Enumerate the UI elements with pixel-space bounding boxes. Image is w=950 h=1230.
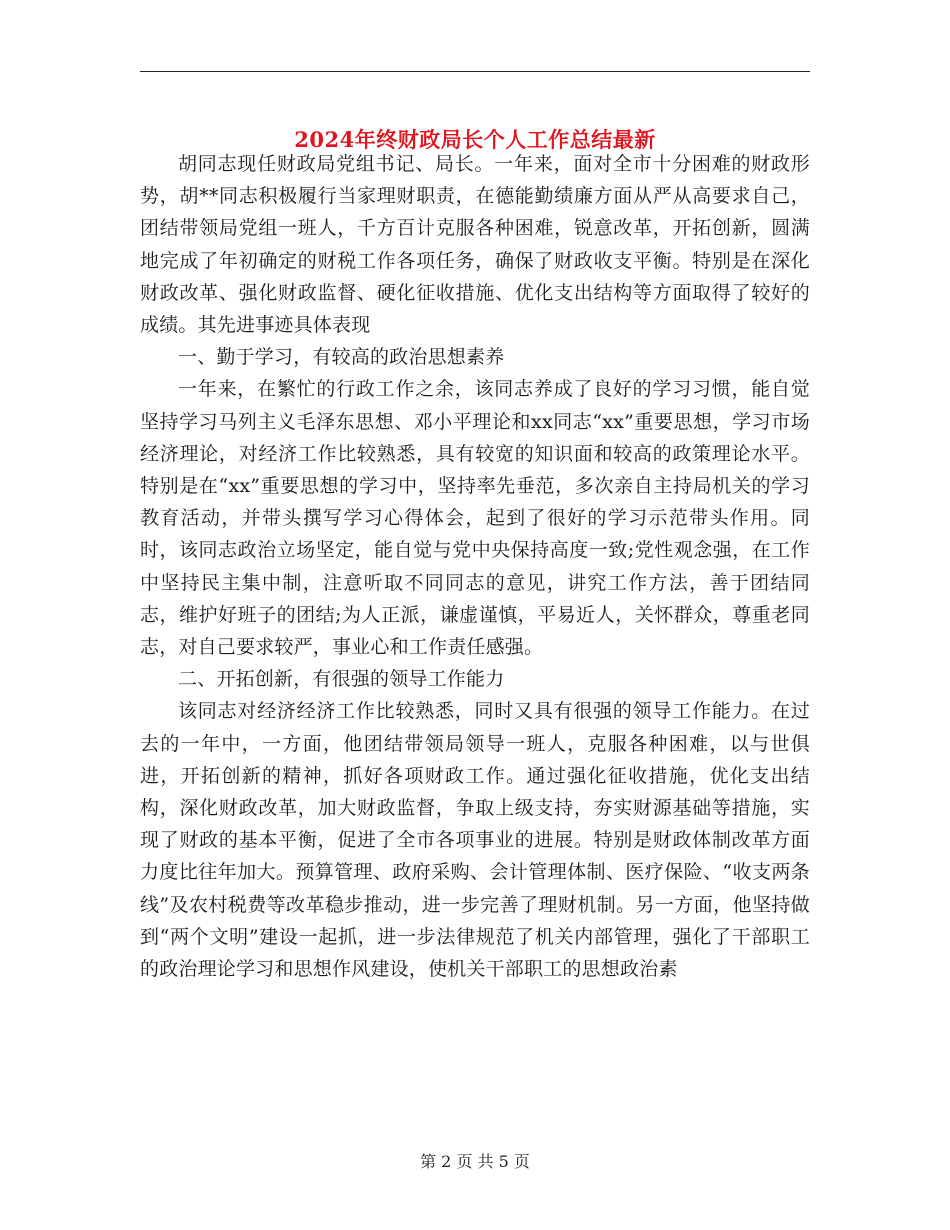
header-rule [140, 71, 810, 72]
section-1-paragraph: 一年来，在繁忙的行政工作之余，该同志养成了良好的学习习惯，能自觉坚持学习马列主义毛泽东思想、邓小平理论和xx同志“xx”重要思想，学习市场经济理论，对经济工作比较熟悉，具有较宽的知识面和较高的政策理论水平。特别是在“xx”重要思想的学习中，坚持率先垂范，多次亲自主持局机关的学习教育活动，并带头撰写学习心得体会，起到了很好的学习示范带头作用。同时，该同志政治立场坚定，能自觉与党中央保持高度一致;党性观念强，在工作中坚持民主集中制，注意听取不同同志的意见，讲究工作方法，善于团结同志，维护好班子的团结;为人正派，谦虚谨慎，平易近人，关怀群众，尊重老同志，对自己要求较严，事业心和工作责任感强。 [140, 378, 810, 659]
section-heading-2: 二、开拓创新，有很强的领导工作能力 [178, 668, 505, 691]
section-2-paragraph: 该同志对经济经济工作比较熟悉，同时又具有很强的领导工作能力。在过去的一年中，一方面，他团结带领局领导一班人，克服各种困难，以与世俱进，开拓创新的精神，抓好各项财政工作。通过强化征收措施，优化支出结构，深化财政改革，加大财政监督，争取上级支持，夯实财源基础等措施，实现了财政的基本平衡，促进了全市各项事业的进展。特别是财政体制改革方面力度比往年加大。预算管理、政府采购、会计管理体制、医疗保险、“收支两条线”及农村税费等改革稳步推动，进一步完善了理财机制。另一方面，他坚持做到“两个文明”建设一起抓，进一步法律规范了机关内部管理，强化了干部职工的政治理论学习和思想作风建设，使机关干部职工的思想政治素 [140, 700, 810, 981]
page-number-footer: 第 2 页 共 5 页 [420, 1152, 530, 1171]
intro-paragraph: 胡同志现任财政局党组书记、局长。一年来，面对全市十分困难的财政形势，胡**同志积极履行当家理财职责，在德能勤绩廉方面从严从高要求自己，团结带领局党组一班人，千方百计克服各种困难，锐意改革，开拓创新，圆满地完成了年初确定的财税工作各项任务，确保了财政收支平衡。特别是在深化财政改革、强化财政监督、硬化征收措施、优化支出结构等方面取得了较好的成绩。其先进事迹具体表现 [140, 153, 810, 337]
section-heading-1: 一、勤于学习，有较高的政治思想素养 [178, 346, 505, 369]
document-title: 2024年终财政局长个人工作总结最新 [294, 127, 656, 153]
document-body [140, 148, 810, 985]
